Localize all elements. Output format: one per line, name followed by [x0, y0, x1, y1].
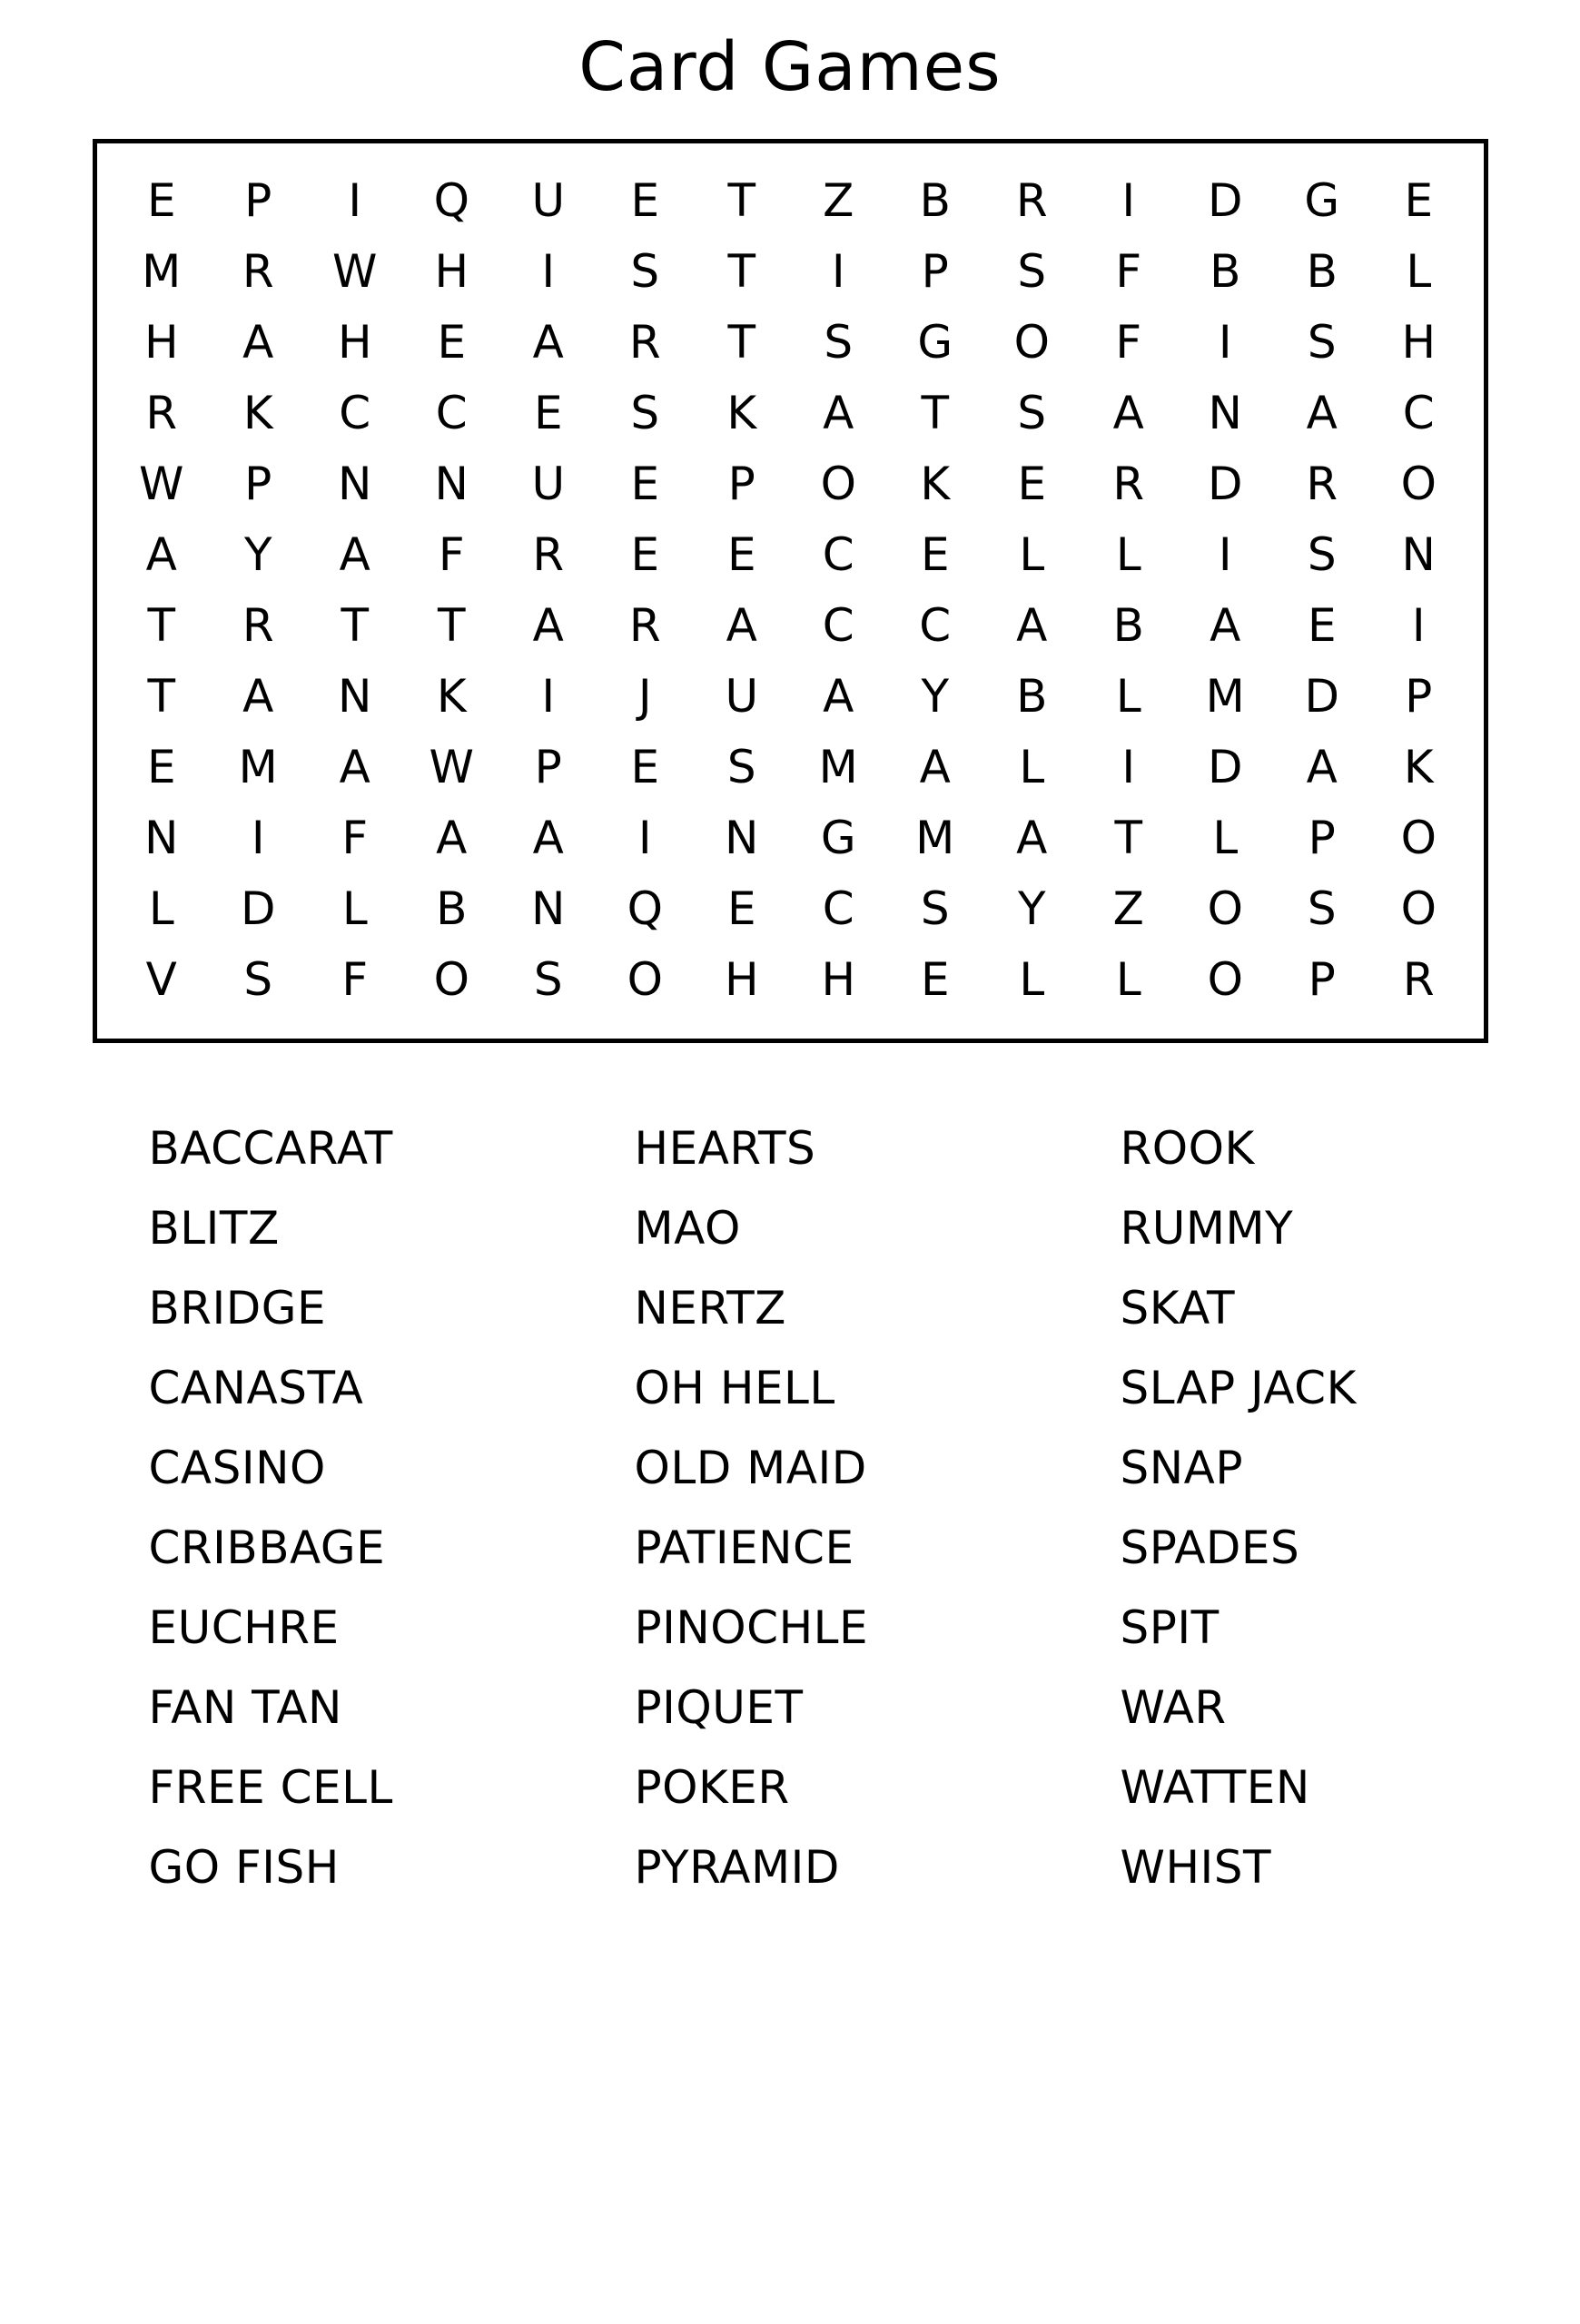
letter-cell[interactable]: B	[1210, 245, 1241, 299]
letter-grid-row	[114, 661, 1467, 732]
letter-cell[interactable]: L	[148, 882, 174, 936]
letter-cell[interactable]: O	[1207, 953, 1243, 1007]
letter-cell[interactable]: P	[1405, 670, 1433, 724]
letter-cell[interactable]: C	[822, 599, 854, 653]
letter-cell[interactable]: Z	[1112, 882, 1144, 936]
word-list-item[interactable]: WATTEN	[1120, 1761, 1310, 1815]
word-list-item[interactable]: BRIDGE	[148, 1282, 327, 1335]
letter-cell[interactable]: C	[339, 387, 371, 440]
page-title: Card Games	[578, 28, 1002, 106]
word-list-item[interactable]: PYRAMID	[634, 1841, 840, 1895]
letter-cell[interactable]: Q	[433, 174, 469, 228]
letter-cell[interactable]: A	[919, 741, 951, 794]
letter-cell[interactable]: N	[338, 670, 372, 724]
letter-cell[interactable]: C	[919, 599, 952, 653]
letter-cell[interactable]: B	[919, 174, 951, 228]
letter-grid-row	[114, 732, 1467, 803]
word-list-item[interactable]: FAN TAN	[148, 1681, 342, 1735]
letter-cell[interactable]: I	[541, 245, 556, 299]
word-list-item[interactable]: FREE CELL	[148, 1761, 393, 1815]
letter-cell[interactable]: T	[727, 174, 756, 228]
letter-cell[interactable]: K	[726, 387, 757, 440]
word-list-column-1	[149, 1108, 635, 1907]
letter-cell[interactable]: Q	[627, 882, 663, 936]
letter-cell[interactable]: T	[921, 387, 950, 440]
letter-cell[interactable]: S	[726, 741, 756, 794]
word-list-item[interactable]: SKAT	[1120, 1282, 1236, 1335]
letter-cell[interactable]: F	[438, 528, 465, 582]
letter-cell[interactable]: A	[145, 528, 177, 582]
letter-grid-row	[114, 236, 1467, 307]
letter-cell[interactable]: E	[726, 528, 756, 582]
letter-cell[interactable]: I	[1121, 174, 1136, 228]
letter-cell[interactable]: L	[1115, 528, 1141, 582]
letter-cell[interactable]: T	[1114, 812, 1143, 865]
letter-cell[interactable]: L	[1019, 741, 1045, 794]
letter-cell[interactable]: A	[1016, 812, 1048, 865]
letter-cell[interactable]: N	[338, 458, 372, 511]
letter-cell[interactable]: N	[531, 882, 566, 936]
letter-cell[interactable]: O	[1400, 458, 1437, 511]
word-list-item[interactable]: CRIBBAGE	[148, 1521, 386, 1575]
letter-cell[interactable]: E	[630, 458, 660, 511]
word-list-item[interactable]: SLAP JACK	[1120, 1362, 1357, 1415]
letter-grid-row	[114, 165, 1467, 236]
letter-cell[interactable]: F	[341, 812, 369, 865]
letter-cell[interactable]: L	[1212, 812, 1239, 865]
letter-cell[interactable]: I	[348, 174, 362, 228]
letter-cell[interactable]: N	[1208, 387, 1242, 440]
word-list-column-2	[635, 1108, 1121, 1907]
letter-cell[interactable]: Z	[823, 174, 854, 228]
letter-cell[interactable]: F	[341, 953, 369, 1007]
letter-grid-row	[114, 590, 1467, 661]
letter-cell[interactable]: O	[1400, 812, 1437, 865]
letter-cell[interactable]: A	[532, 316, 564, 369]
letter-cell[interactable]: S	[1307, 528, 1337, 582]
letter-cell[interactable]: J	[637, 670, 652, 724]
word-list-item[interactable]: HEARTS	[634, 1122, 816, 1176]
word-list-item[interactable]: PIQUET	[634, 1681, 804, 1735]
letter-cell[interactable]: M	[142, 245, 182, 299]
letter-cell[interactable]: H	[434, 245, 469, 299]
letter-cell[interactable]: Y	[243, 528, 272, 582]
letter-cell[interactable]: S	[630, 387, 660, 440]
letter-cell[interactable]: W	[139, 458, 184, 511]
letter-cell[interactable]: H	[143, 316, 179, 369]
letter-cell[interactable]: S	[920, 882, 950, 936]
word-list-item[interactable]: ROOK	[1120, 1122, 1255, 1176]
word-list-item[interactable]: PATIENCE	[634, 1521, 854, 1575]
letter-cell[interactable]: E	[146, 741, 176, 794]
letter-grid-row	[114, 378, 1467, 448]
letter-cell[interactable]: E	[1404, 174, 1434, 228]
letter-cell[interactable]: H	[1401, 316, 1437, 369]
letter-grid-row	[114, 519, 1467, 590]
letter-cell[interactable]: D	[240, 882, 276, 936]
letter-cell[interactable]: B	[1112, 599, 1144, 653]
letter-cell[interactable]: E	[146, 174, 176, 228]
letter-cell[interactable]: F	[1115, 245, 1142, 299]
letter-cell[interactable]: R	[242, 245, 274, 299]
letter-cell[interactable]: A	[339, 528, 370, 582]
letter-cell[interactable]: I	[1218, 528, 1232, 582]
letter-cell[interactable]: I	[1218, 316, 1232, 369]
word-list-column-3	[1121, 1108, 1484, 1907]
letter-cell[interactable]: A	[1112, 387, 1144, 440]
letter-cell[interactable]: Y	[921, 670, 950, 724]
letter-cell[interactable]: I	[1411, 599, 1426, 653]
letter-cell[interactable]: A	[242, 670, 274, 724]
word-list-item[interactable]: OLD MAID	[634, 1442, 867, 1495]
letter-cell[interactable]: S	[533, 953, 563, 1007]
letter-cell[interactable]: W	[332, 245, 378, 299]
letter-cell[interactable]: A	[726, 599, 757, 653]
letter-cell[interactable]: R	[1112, 458, 1145, 511]
letter-cell[interactable]: B	[1016, 670, 1048, 724]
letter-cell[interactable]: G	[1304, 174, 1340, 228]
word-list-item[interactable]: NERTZ	[634, 1282, 786, 1335]
letter-cell[interactable]: U	[531, 458, 566, 511]
letter-cell[interactable]: R	[1306, 458, 1338, 511]
letter-cell[interactable]: O	[820, 458, 856, 511]
letter-cell[interactable]: O	[1400, 882, 1437, 936]
letter-cell[interactable]: O	[433, 953, 469, 1007]
word-list-item[interactable]: CASINO	[148, 1442, 326, 1495]
letter-cell[interactable]: M	[1205, 670, 1245, 724]
letter-cell[interactable]: D	[1207, 174, 1243, 228]
word-list	[93, 1108, 1488, 1907]
letter-cell[interactable]: G	[820, 812, 856, 865]
letter-cell[interactable]: I	[251, 812, 265, 865]
letter-cell[interactable]: E	[630, 528, 660, 582]
letter-grid-row	[114, 944, 1467, 1015]
letter-cell[interactable]: T	[437, 599, 466, 653]
word-list-item[interactable]: MAO	[634, 1202, 741, 1256]
letter-cell[interactable]: P	[1308, 953, 1336, 1007]
letter-cell[interactable]: K	[920, 458, 951, 511]
word-list-item[interactable]: BACCARAT	[148, 1122, 393, 1176]
letter-cell[interactable]: C	[822, 882, 854, 936]
letter-cell[interactable]: P	[244, 174, 272, 228]
letter-cell[interactable]: M	[818, 741, 858, 794]
letter-cell[interactable]: H	[724, 953, 759, 1007]
letter-grid-row	[114, 803, 1467, 873]
letter-cell[interactable]: P	[1308, 812, 1336, 865]
letter-cell[interactable]: R	[628, 316, 661, 369]
letter-cell[interactable]: T	[727, 316, 756, 369]
letter-cell[interactable]: U	[725, 670, 759, 724]
letter-cell[interactable]: P	[727, 458, 755, 511]
letter-grid-row	[114, 307, 1467, 378]
letter-cell[interactable]: A	[532, 812, 564, 865]
letter-cell[interactable]: K	[242, 387, 273, 440]
letter-cell[interactable]: L	[1406, 245, 1432, 299]
letter-cell[interactable]: L	[1019, 528, 1045, 582]
letter-cell[interactable]: S	[1017, 387, 1047, 440]
letter-cell[interactable]: E	[437, 316, 467, 369]
letter-cell[interactable]: K	[1403, 741, 1434, 794]
letter-cell[interactable]: R	[1015, 174, 1048, 228]
letter-cell[interactable]: I	[831, 245, 845, 299]
letter-cell[interactable]: K	[436, 670, 467, 724]
letter-cell[interactable]: H	[337, 316, 372, 369]
letter-cell[interactable]: E	[533, 387, 563, 440]
letter-cell[interactable]: T	[147, 670, 176, 724]
letter-cell[interactable]: D	[1207, 458, 1243, 511]
letter-cell[interactable]: A	[1210, 599, 1241, 653]
letter-cell[interactable]: A	[436, 812, 468, 865]
word-list-item[interactable]: EUCHRE	[148, 1601, 340, 1655]
letter-cell[interactable]: L	[341, 882, 368, 936]
letter-cell[interactable]: C	[435, 387, 468, 440]
letter-cell[interactable]: S	[824, 316, 854, 369]
word-list-item[interactable]: SPADES	[1120, 1521, 1300, 1575]
letter-cell[interactable]: E	[630, 741, 660, 794]
letter-cell[interactable]: M	[915, 812, 955, 865]
letter-cell[interactable]: T	[727, 245, 756, 299]
word-list-item[interactable]: SPIT	[1120, 1601, 1220, 1655]
letter-cell[interactable]: M	[238, 741, 278, 794]
letter-cell[interactable]: B	[1306, 245, 1338, 299]
letter-cell[interactable]: A	[1306, 741, 1338, 794]
letter-cell[interactable]: E	[1017, 458, 1047, 511]
letter-cell[interactable]: N	[725, 812, 759, 865]
letter-cell[interactable]: P	[244, 458, 272, 511]
letter-cell[interactable]: I	[1121, 741, 1136, 794]
letter-cell[interactable]: R	[628, 599, 661, 653]
letter-cell[interactable]: S	[1017, 245, 1047, 299]
letter-cell[interactable]: R	[145, 387, 178, 440]
letter-cell[interactable]: U	[531, 174, 566, 228]
letter-cell[interactable]: E	[920, 528, 950, 582]
letter-cell[interactable]: E	[726, 882, 756, 936]
word-list-item[interactable]: GO FISH	[148, 1841, 340, 1895]
word-list-item[interactable]: PINOCHLE	[634, 1601, 869, 1655]
letter-cell[interactable]: E	[920, 953, 950, 1007]
letter-cell[interactable]: P	[921, 245, 949, 299]
letter-cell[interactable]: C	[822, 528, 854, 582]
letter-cell[interactable]: H	[821, 953, 856, 1007]
letter-cell[interactable]: S	[1307, 316, 1337, 369]
letter-cell[interactable]: E	[1307, 599, 1337, 653]
letter-cell[interactable]: S	[243, 953, 273, 1007]
word-list-item[interactable]: WAR	[1120, 1681, 1227, 1735]
letter-cell[interactable]: G	[917, 316, 953, 369]
letter-cell[interactable]: T	[147, 599, 176, 653]
letter-cell[interactable]: N	[1401, 528, 1436, 582]
word-list-item[interactable]: OH HELL	[634, 1362, 835, 1415]
letter-cell[interactable]: W	[429, 741, 474, 794]
letter-cell[interactable]: O	[627, 953, 663, 1007]
word-list-item[interactable]: POKER	[634, 1761, 790, 1815]
word-list-item[interactable]: SNAP	[1120, 1442, 1243, 1495]
word-list-item[interactable]: CANASTA	[148, 1362, 364, 1415]
letter-cell[interactable]: Y	[1017, 882, 1046, 936]
letter-cell[interactable]: O	[1013, 316, 1050, 369]
letter-cell[interactable]: F	[1115, 316, 1142, 369]
word-search-grid	[93, 139, 1488, 1043]
letter-cell[interactable]: D	[1207, 741, 1243, 794]
word-list-item[interactable]: WHIST	[1120, 1841, 1272, 1895]
letter-cell[interactable]: O	[1207, 882, 1243, 936]
letter-cell[interactable]: T	[341, 599, 370, 653]
letter-cell[interactable]: C	[1402, 387, 1435, 440]
letter-cell[interactable]: A	[339, 741, 370, 794]
letter-cell[interactable]: B	[436, 882, 468, 936]
letter-grid-row	[114, 448, 1467, 519]
letter-cell[interactable]: P	[534, 741, 562, 794]
letter-cell[interactable]: E	[630, 174, 660, 228]
letter-grid-body	[114, 165, 1467, 1015]
letter-cell[interactable]: A	[823, 670, 854, 724]
word-list-item[interactable]: RUMMY	[1120, 1202, 1294, 1256]
letter-cell[interactable]: L	[1115, 953, 1141, 1007]
letter-cell[interactable]: L	[1115, 670, 1141, 724]
letter-cell[interactable]: R	[532, 528, 565, 582]
letter-cell[interactable]: L	[1019, 953, 1045, 1007]
letter-cell[interactable]: N	[434, 458, 469, 511]
letter-cell[interactable]: A	[1306, 387, 1338, 440]
letter-grid-row	[114, 873, 1467, 944]
letter-cell[interactable]: A	[242, 316, 274, 369]
letter-cell[interactable]: R	[1402, 953, 1435, 1007]
letter-cell[interactable]: I	[637, 812, 652, 865]
letter-cell[interactable]: A	[532, 599, 564, 653]
letter-cell[interactable]: A	[823, 387, 854, 440]
letter-cell[interactable]: I	[541, 670, 556, 724]
letter-cell[interactable]: A	[1016, 599, 1048, 653]
letter-cell[interactable]: S	[1307, 882, 1337, 936]
letter-cell[interactable]: D	[1304, 670, 1339, 724]
letter-cell[interactable]: V	[145, 953, 177, 1007]
letter-cell[interactable]: N	[144, 812, 179, 865]
word-list-item[interactable]: BLITZ	[148, 1202, 280, 1256]
letter-grid-table	[114, 165, 1467, 1015]
letter-cell[interactable]: R	[242, 599, 274, 653]
letter-cell[interactable]: S	[630, 245, 660, 299]
